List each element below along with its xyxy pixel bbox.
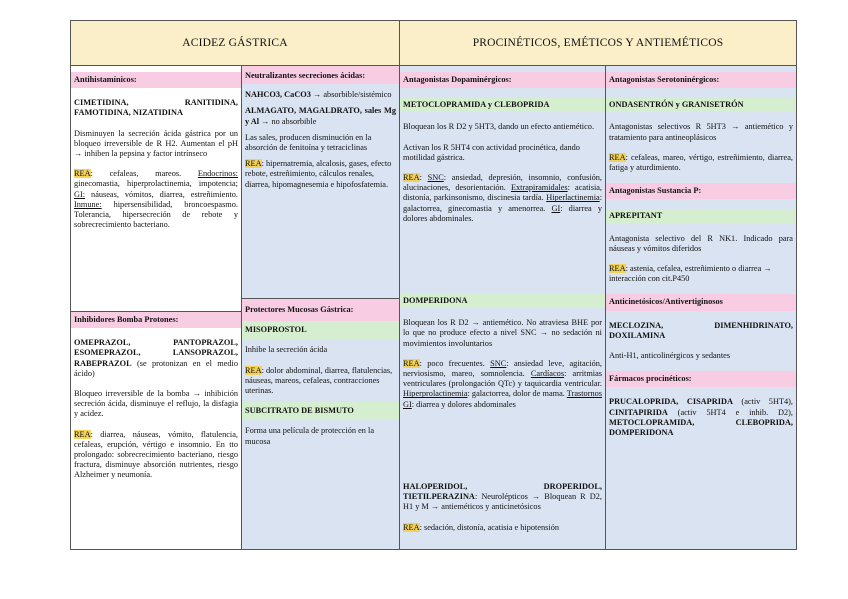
text: : sedación, distonía, acatisia e hipotensión <box>419 522 560 532</box>
text: METOCLOPRAMIDA, CLEBOPRIDA, DOMPERIDONA <box>609 417 793 438</box>
text: (se protonizan en el medio ácido) <box>74 358 238 378</box>
text: → absorbible/sistémico <box>310 90 392 100</box>
text: SNC <box>490 358 507 368</box>
header-proc <box>400 21 796 66</box>
text: : arritmias ventriculares (prolongación QTc) y taquicardia ventricular. <box>403 369 602 389</box>
domp-description: Bloquean los R D2 → antiemético. No atraviesa BHE por lo que no produce efecto a nivel SNC → no sedación ni movimientos involuntarios <box>403 318 602 348</box>
text: NAHCO3, CaCO3 <box>245 90 311 100</box>
drug-list-antihistaminicos: CIMETIDINA, RANITIDINA, FAMOTIDINA, NIZATIDINA <box>74 98 238 118</box>
section-title-ibp: Inhibidores Bomba Protones: <box>71 312 241 328</box>
ibp-description: Bloqueo irreversible de la bomba → inhibición secreción ácida, disminuye el reflujo, la disfagia y acidez. <box>74 389 238 419</box>
section-title-serotoninergicos: Antagonistas Serotoninérgicos: <box>606 72 796 88</box>
text: : diarrea y dolores abdominales. <box>403 203 602 223</box>
drug-table <box>70 20 797 550</box>
rea-label: REA <box>74 169 91 179</box>
section-title-procineticos: Fármacos procinéticos: <box>606 371 796 387</box>
domp-adverse <box>400 359 605 410</box>
text: PRUCALOPRIDA, CISAPRIDA <box>609 397 733 407</box>
text: hipersensibilidad, broncoespasmo. Tolerancia, hipersecreción de rebote y sobrecrecimiento bacteriano. <box>74 199 238 230</box>
bismuto-description: Forma una película de protección en la mucosa <box>245 426 375 446</box>
rea-label: REA <box>609 264 626 274</box>
text: : dolor abdominal, diarrea, flatulencias, náuseas, mareos, cefaleas, contracciones uterinas. <box>245 365 393 396</box>
column-serotoninergicos <box>606 66 796 549</box>
section-title-anticinetosicos: Anticinetósicos/Antivertiginosos <box>606 294 796 310</box>
dopa-adverse: REA: SNC: ansiedad, depresión, insomnio, confusión, alucinaciones, desorientación. Extrapiramidales: acatisia, distonía, parkinsonismo, discinesia tardía. Hiperlactinemia: galactorrea, ginecomastia y amenorrea. GI: diarrea y dolores abdominales. <box>403 173 603 223</box>
section-title-antihistaminicos: Antihistamínicos: <box>71 72 241 88</box>
drug-list-procineticos <box>606 397 796 438</box>
neutral-drug-2 <box>242 106 399 126</box>
section-title-bismuto: SUBCITRATO DE BISMUTO <box>242 402 399 420</box>
section-title-misoprostol: MISOPROSTOL <box>242 321 399 339</box>
text: Hiperprolactinemia <box>403 389 468 399</box>
sustp-description: Antagonista selectivo del R NK1. Indicado para náuseas y vómitos diferidos <box>609 233 793 253</box>
halo-adverse <box>400 523 605 533</box>
text: náuseas, vómitos, diarrea, estreñimiento. <box>85 189 238 199</box>
dopa-description-1: Bloquean los R D2 y 5HT3, dando un efecto antiemético. <box>403 122 595 132</box>
text: : poco frecuentes. <box>419 358 491 368</box>
rea-label: REA <box>403 522 420 532</box>
drug-aprepitant: APREPITANT <box>606 209 796 223</box>
column-antiacid <box>71 66 242 549</box>
rea-label: REA <box>403 358 420 368</box>
text: : diarrea, náuseas, vómito, flatulencia, cefaleas, erupción, vértigo e insomnio. En tto prolongado: sobrecrecimiento bacteriano, riesgo fractura, disminuye absorción nutrientes, riesgo Alzheimer y neumonía. <box>74 429 238 480</box>
drug-list-serotoninergicos: ONDASENTRÓN y GRANISETRÓN <box>606 98 796 112</box>
rea-label: REA <box>609 152 626 162</box>
text: GI <box>551 203 561 213</box>
text: Inmune: <box>74 199 102 209</box>
neutral-drug-1 <box>242 90 399 100</box>
antik-description: Anti-H1, anticolinérgicos y sedantes <box>609 351 731 361</box>
text: Endocrinos: <box>197 169 238 179</box>
miso-adverse <box>242 366 399 397</box>
halo-block <box>400 482 605 513</box>
rea-label: REA <box>245 365 262 375</box>
column-dopaminergicos <box>400 66 606 549</box>
text: GI: <box>74 189 86 199</box>
text: : galactorrea, ginecomastia y amenorrea. <box>403 193 602 213</box>
text: : Neurolépticos → Bloquean R D2, H1 y M → antieméticos y anticinetósicos <box>403 492 602 512</box>
section-title-sustancia-p: Antagonistas Sustancia P: <box>606 183 796 199</box>
text: (activ 5HT4), <box>732 397 793 407</box>
text: (activ 5HT4 e inhib. D2), <box>667 407 793 417</box>
text: : ansiedad, depresión, insomnio, confusión, alucinaciones, desorientación. <box>403 173 602 193</box>
section-title-domperidona: DOMPERIDONA <box>400 294 605 308</box>
rea-label: REA <box>403 173 420 183</box>
text: : cefaleas, mareos. <box>90 169 198 179</box>
sustp-adverse <box>606 264 796 284</box>
section-title-protectores: Protectores Mucosas Gástrica: <box>242 299 399 321</box>
header-acidez-text: ACIDEZ GÁSTRICA <box>182 37 288 49</box>
section-title-dopaminergicos: Antagonistas Dopaminérgicos: <box>400 72 605 88</box>
antihist-description: Disminuyen la secreción ácida gástrica por un bloqueo irreversible de R H2. Aumentan el pH → inhiben la pepsina y factor intrínseco <box>74 128 238 159</box>
text: ginecomastia, hiperprolactinemia, impotencia; <box>74 179 238 189</box>
text: ALMAGATO, MAGALDRATO, sales Mg y Al <box>245 106 396 126</box>
header-acidez <box>71 21 400 66</box>
rea-label: REA <box>74 429 91 439</box>
text: : cefaleas, mareo, vértigo, estreñimiento, diarrea, fatiga y aturdimiento. <box>609 152 793 173</box>
text: : ansiedad leve, agitación, nerviosismo, mareo, somnolencia. <box>403 358 602 379</box>
neutral-adverse <box>242 159 399 190</box>
text: Cardíacos <box>530 369 565 379</box>
text: → no absorbible <box>259 116 317 126</box>
sero-description: Antagonistas selectivos R 5HT3 → antiemético y tratamiento para antineoplásicos <box>609 122 793 142</box>
header-proc-text: PROCINÉTICOS, EMÉTICOS Y ANTIEMÉTICOS <box>472 37 724 49</box>
text: SNC <box>427 173 444 183</box>
text: : galactorrea, dolor de mama. <box>467 389 567 399</box>
dopa-description-2: Activan los R 5HT4 con actividad procinética, dando motilidad gástrica. <box>403 142 580 162</box>
column-neutralizantes <box>242 66 400 549</box>
rea-label: REA <box>245 159 262 169</box>
text: OMEPRAZOL, PANTOPRAZOL, ESOMEPRAZOL, LANSOPRAZOL, RABEPRAZOL <box>74 338 238 368</box>
text: Hiperlactinemia <box>546 193 600 203</box>
text: : acatisia, distonía, parkinsonismo, discinesia tardía. <box>403 183 603 203</box>
section-title-neutralizantes: Neutralizantes secreciones ácidas: <box>242 66 399 84</box>
drug-list-dopaminergicos: METOCLOPRAMIDA y CLEBOPRIDA <box>400 98 605 112</box>
sero-adverse <box>606 153 796 173</box>
drug-list-ibp <box>71 338 241 379</box>
text: : hipernatremia, alcalosis, gases, efecto rebote, estreñimiento, cálculos renales, diarrea, hipomagnesemia e hipofosfatemia. <box>245 159 392 189</box>
text: CINITAPIRIDA <box>609 407 668 417</box>
text: Trastornos GI <box>403 389 602 409</box>
ibp-adverse <box>71 430 241 481</box>
text: Extrapiramidales <box>510 183 568 193</box>
miso-description: Inhibe la secreción ácida <box>245 345 328 355</box>
text: : diarrea y dolores abdominales <box>411 399 516 409</box>
text: : astenia, cefalea, estreñimiento o diarrea → interacción con cit.P450 <box>609 264 772 284</box>
text: HALOPERIDOL, DROPERIDOL, TIETILPERAZINA <box>403 482 602 502</box>
antihist-adverse <box>71 169 241 230</box>
drug-list-anticinetosicos: MECLOZINA, DIMENHIDRINATO, DOXILAMINA <box>609 320 793 340</box>
neutral-description: Las sales, producen disminución en la absorción de fenitoína y tetraciclinas <box>245 132 372 153</box>
